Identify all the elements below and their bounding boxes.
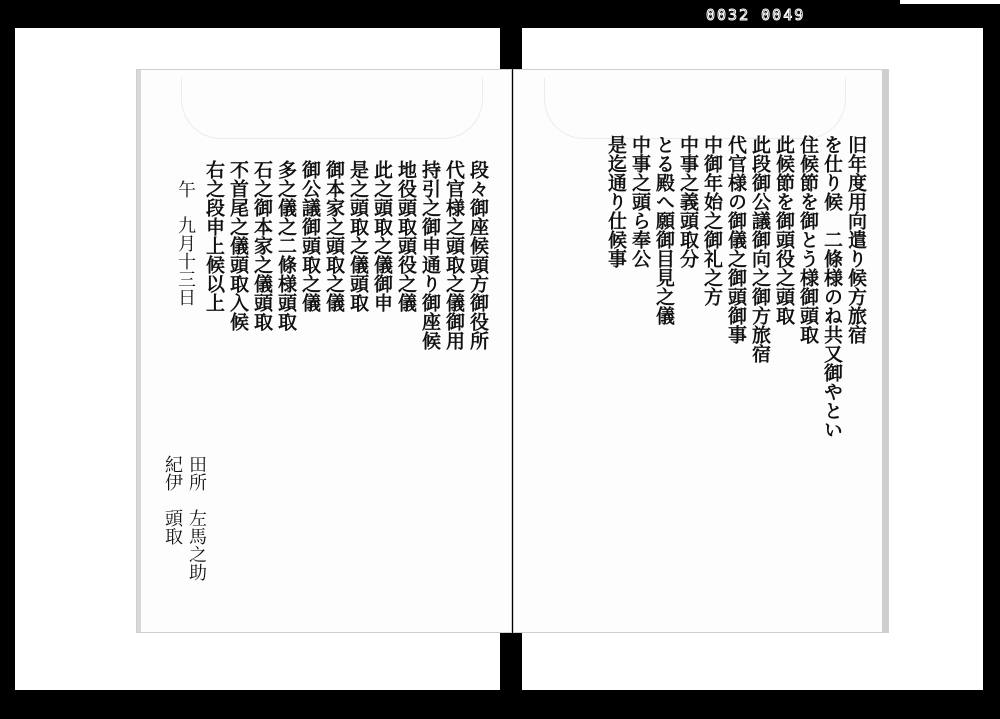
page-fold [544, 78, 846, 139]
text-column: を仕り候 二條様のね共又御やとい [821, 135, 843, 439]
frame-number: 0032 0049 [706, 6, 806, 24]
text-column: 代官様之頭取之儀御用 [443, 160, 465, 350]
text-column: 此候節を御頭役之頭取 [773, 135, 795, 325]
text-column: 代官様の御儀之御頭御事 [725, 135, 747, 344]
text-column: 御公議御頭取之儀 [299, 160, 321, 312]
text-column: 中御年始之御礼之方 [701, 135, 723, 306]
text-column: 石之御本家之儀頭取 [251, 160, 273, 331]
corner-mark [900, 0, 1000, 4]
text-column: 地役頭取頭役之儀 [395, 160, 417, 312]
text-column: 是之頭取之儀頭取 [347, 160, 369, 312]
left-page-text [202, 160, 490, 610]
text-column: 段々御座候頭方御役所 [467, 160, 489, 350]
text-column: 持引之御申通り御座候 [419, 160, 441, 350]
text-column: とる殿へ願御目見之儀 [653, 135, 675, 325]
text-column: 此之頭取之儀御申 [371, 160, 393, 312]
text-column: 中事之頭ら奉公 [629, 135, 651, 268]
text-column: 是迄通り仕候事 [605, 135, 627, 268]
text-column: 旧年度用向遣り候方旅宿 [845, 135, 867, 344]
text-column: 中事之義頭取分 [677, 135, 699, 268]
text-column: 右之段申上候以上 [203, 160, 225, 312]
signature-block [160, 455, 208, 581]
page-fold [181, 78, 483, 139]
signature-line: 紀伊 頭取 [162, 455, 183, 545]
right-page-text [604, 135, 868, 605]
text-column: 不首尾之儀頭取入候 [227, 160, 249, 331]
text-column: 住候節を御とう様御頭取 [797, 135, 819, 344]
date-line: 午 九月十三日 [175, 180, 196, 306]
text-column: 多之儀之二條様頭取 [275, 160, 297, 331]
text-column: 此段御公議御向之御方旅宿 [749, 135, 771, 363]
signature-line: 田所 左馬之助 [186, 455, 207, 581]
text-column: 御本家之頭取之儀 [323, 160, 345, 312]
